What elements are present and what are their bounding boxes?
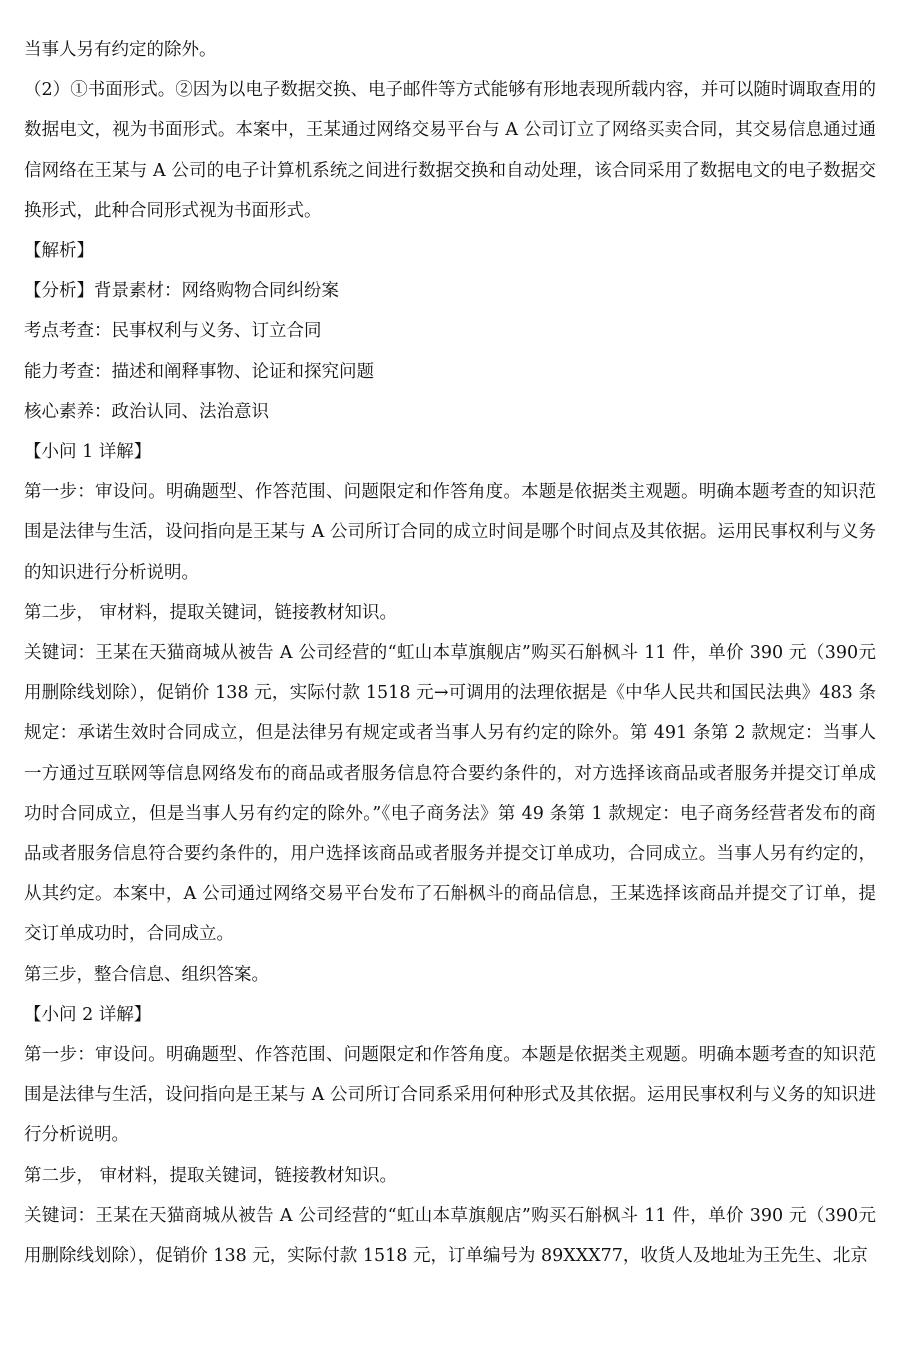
paragraph-contract-exception: 当事人另有约定的除外。 <box>24 40 217 60</box>
paragraph-q2-step1: 第一步：审设问。明确题型、作答范围、问题限定和作答角度。本题是依据类主观题。明确本题考查的知识范围是法律与生活，设问指向是王某与 A 公司所订合同系采用何种形式及其依据。运用民事权利与义务的知识进行分析说明。 <box>24 1045 876 1146</box>
paragraph-test-points: 考点考查：民事权利与义务、订立合同 <box>24 321 322 342</box>
paragraph-q1-step3: 第三步，整合信息、组织答案。 <box>24 964 269 985</box>
heading-question-2: 【小问 2 详解】 <box>24 1004 152 1025</box>
paragraph-background: 【分析】背景素材：网络购物合同纠纷案 <box>24 281 339 302</box>
heading-analysis: 【解析】 <box>24 241 94 262</box>
paragraph-answer-2: （2）①书面形式。②因为以电子数据交换、电子邮件等方式能够有形地表现所载内容，并可以随时调取查用的数据电文，视为书面形式。本案中，王某通过网络交易平台与 A 公司订立了网络买卖合同，其交易信息通过通信网络在王某与 A 公司的电子计算机系统之间进行数据交换和自动处理，该合同采用了数据电文的电子数据交换形式，此种合同形式视为书面形式。 <box>24 80 876 221</box>
heading-question-1: 【小问 1 详解】 <box>24 442 152 463</box>
paragraph-q1-keywords: 关键词：王某在天猫商城从被告 A 公司经营的“虹山本草旗舰店”购买石斛枫斗 11 件，单价 390 元（390元用删除线划除），促销价 138 元，实际付款 1518 元→可调用的法理依据是《中华人民共和国民法典》483 条规定：承诺生效时合同成立，但是法律另有规定或者当事人另有约定的除外。第 491 条第 2 款规定：当事人一方通过互联网等信息网络发布的商品或者服务信息符合要约条件的，对方选择该商品或者服务并提交订单成功时合同成立，但是当事人另有约定的除外。”《电子商务法》第 49 条第 1 款规定：电子商务经营者发布的商品或者服务信息符合要约条件的，用户选择该商品或者服务并提交订单成功，合同成立。当事人另有约定的，从其约定。本案中，A 公司通过网络交易平台发布了石斛枫斗的商品信息，王某选择该商品并提交了订单，提交订单成功时，合同成立。 <box>24 643 876 945</box>
paragraph-q1-step1: 第一步：审设问。明确题型、作答范围、问题限定和作答角度。本题是依据类主观题。明确本题考查的知识范围是法律与生活，设问指向是王某与 A 公司所订合同的成立时间是哪个时间点及其依据。运用民事权利与义务的知识进行分析说明。 <box>24 482 876 583</box>
document-page <box>24 30 876 1276</box>
paragraph-q1-step2: 第二步， 审材料，提取关键词，链接教材知识。 <box>24 602 398 623</box>
paragraph-ability: 能力考查：描述和阐释事物、论证和探究问题 <box>24 361 374 382</box>
paragraph-q2-step2: 第二步， 审材料，提取关键词，链接教材知识。 <box>24 1165 398 1186</box>
paragraph-core-literacy: 核心素养：政治认同、法治意识 <box>24 401 269 422</box>
paragraph-q2-keywords: 关键词：王某在天猫商城从被告 A 公司经营的“虹山本草旗舰店”购买石斛枫斗 11 件，单价 390 元（390元用删除线划除），促销价 138 元，实际付款 1518 元，订单编号为 89XXX77，收货人及地址为王先生、北京 <box>24 1205 876 1267</box>
